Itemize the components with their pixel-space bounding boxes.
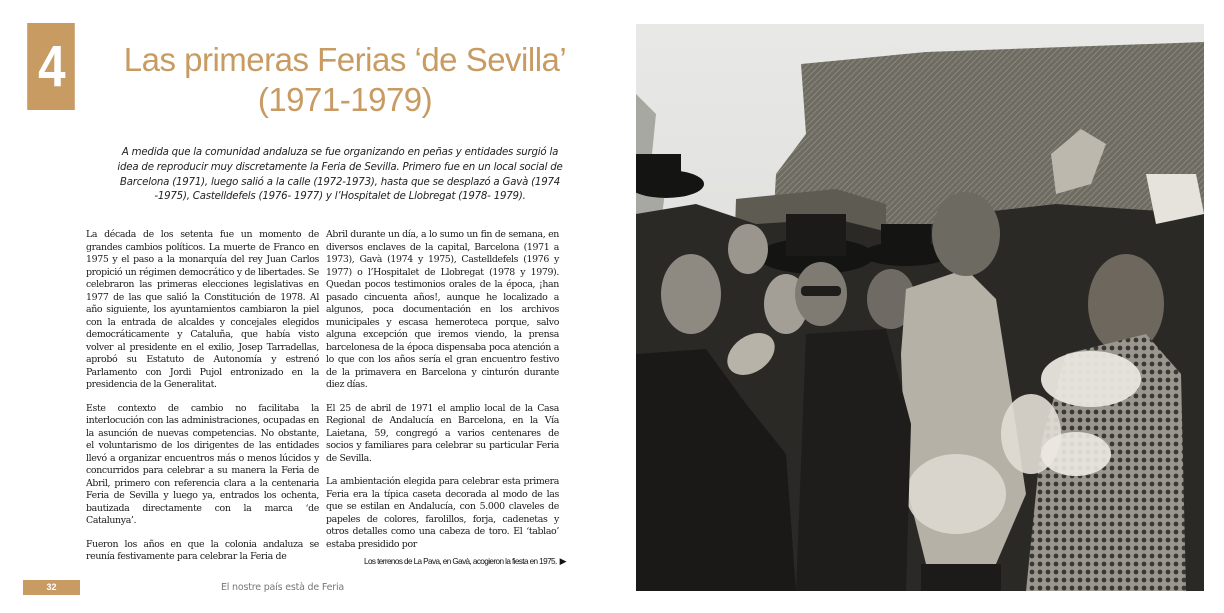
body-paragraph: Este contexto de cambio no facilitaba la interlocución con las administraciones, ocupadas en la asunción de nuevas competencias. No obstante, el voluntarismo de los dirigentes de las entidades llevó a organizar encuentros más o menos lúcidos y concurridos para celebrar a su manera la Feria de Abril, primero con referencia clara a la centenaria Feria de Sevilla y luego ya, entrados los ochenta, bautizada directamente con la marca ‘de Catalunya’. bbox=[86, 402, 319, 526]
chapter-title-line1: Las primeras Ferias ‘de Sevilla’ bbox=[123, 41, 567, 78]
triangle-right-icon: ▶ bbox=[559, 556, 566, 566]
photo-flamenco-fair bbox=[636, 24, 1204, 591]
body-paragraph: El 25 de abril de 1971 el amplio local de la Casa Regional de Andalucía en Barcelona, en la Vía Laietana, 59, congregó a varios centenares de socios y familiares para celebrar su particular Feria de Sevilla. bbox=[326, 402, 559, 464]
chapter-title bbox=[95, 40, 595, 120]
chapter-number-box bbox=[27, 23, 75, 110]
lead-paragraph: A medida que la comunidad andaluza se fue organizando en peñas y entidades surgió la idea de reproducir muy discretamente la Feria de Sevilla. Primero fue en un local social de Barcelona (1971), luego salió a la calle (1972-1973), hasta que se desplazó a Gavà (1974 -1975), Castelldefels (1976- 1977) y l’Hospitalet de Llobregat (1978- 1979). bbox=[117, 147, 563, 203]
photo-caption bbox=[364, 556, 566, 567]
body-paragraph: Abril durante un día, a lo sumo un fin de semana, en diversos enclaves de la capital, Barcelona (1971 a 1973), Gavà (1974 y 1975), Castelldefels (1976 y 1977) o l’Hospitalet de Llobregat (1978 y 1979). Quedan pocos testimonios orales de la época, ¡han pasado cincuenta años!, aunque he localizado a algunos, poca documentación en los archivos municipales y escasa hemeroteca porque, salvo alguna excepción que iremos viendo, la prensa barcelonesa de la época dispensaba poca atención a lo que con los años sería el gran encuentro festivo de la primavera en Barcelona y cinturón durante diez días. bbox=[326, 229, 559, 390]
running-title: El nostre país està de Feria bbox=[221, 582, 345, 593]
body-column-2 bbox=[326, 229, 559, 562]
page-number: 32 bbox=[23, 580, 80, 595]
body-column-1 bbox=[86, 229, 319, 575]
photo-caption-text: Los terrenos de La Pava, en Gavà, acogieron la fiesta en 1975. bbox=[364, 557, 557, 566]
photo-illustration bbox=[636, 24, 1204, 591]
body-paragraph: La década de los setenta fue un momento de grandes cambios políticos. La muerte de Franco en 1975 y el paso a la monarquía del rey Juan Carlos propició un régimen democrático y de libertades. Se celebraron las primeras elecciones legislativas en 1977 de las que salió la Constitución de 1978. Al año siguiente, los ayuntamientos cambiaron la piel con la entrada de alcaldes y concejales elegidos democráticamente y Cataluña, que había visto volver al presidente en el exilio, Josep Tarradellas, aprobó su Estatuto de Autonomía y estrenó Parlamento con Jordi Pujol entronizado en la presidencia de la Generalitat. bbox=[86, 229, 319, 390]
body-paragraph: Fueron los años en que la colonia andaluza se reunía festivamente para celebrar la Feria de bbox=[86, 538, 319, 562]
chapter-number: 4 bbox=[38, 34, 64, 99]
chapter-title-line2: (1971-1979) bbox=[257, 81, 433, 118]
face bbox=[661, 254, 721, 334]
body-paragraph: La ambientación elegida para celebrar esta primera Feria era la típica caseta decorada al modo de las que se estilan en Andalucía, con 5.000 claveles de papeles de colores, farolillos, forja, cadenetas y otros detalles como una cabeza de toro. El ‘tablao’ estaba presidido por bbox=[326, 476, 559, 550]
